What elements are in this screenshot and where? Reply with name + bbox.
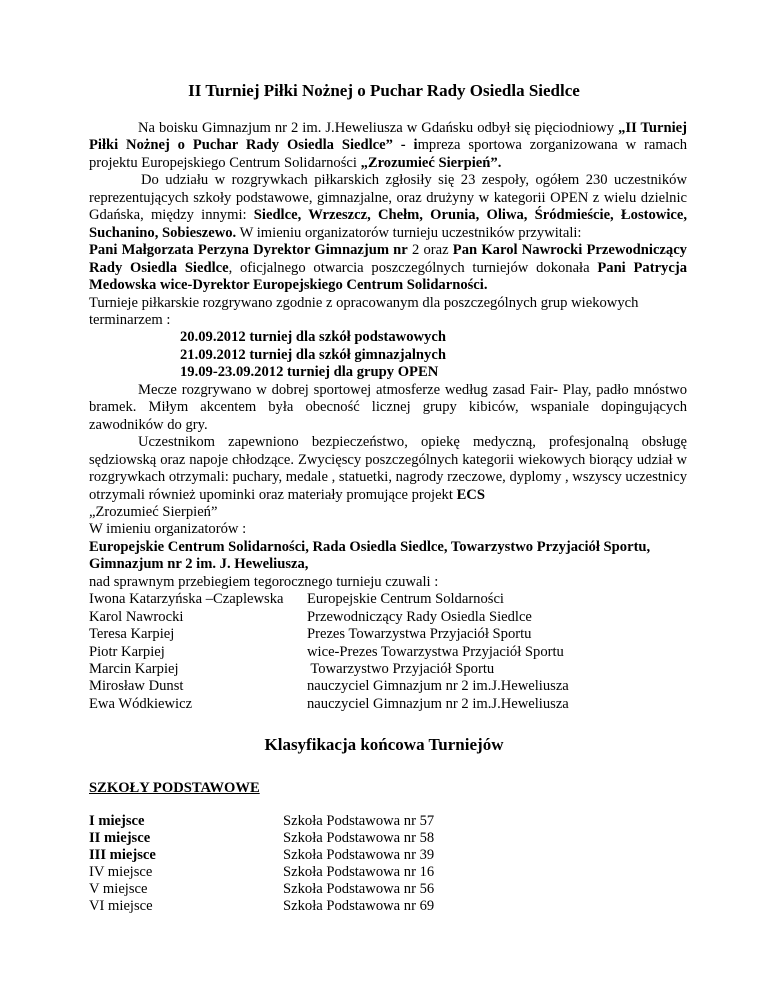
supervisor-name: Marcin Karpiej xyxy=(89,660,179,677)
organizers-label: W imieniu organizatorów : xyxy=(89,521,247,538)
ranking-place: I miejsce xyxy=(89,813,145,829)
matches-paragraph: Mecze rozgrywano w dobrej sportowej atmosferze według zasad Fair- Play, padło mnóstwo bramek. Miłym akcentem była obecność licznej grupy kibiców, wspaniale dopingujących zawodników do gry. xyxy=(89,381,687,433)
supervisor-row xyxy=(89,626,687,643)
intro-text: Na boisku Gimnazjum nr 2 im. J.Heweliusza w Gdańsku odbył się pięciodniowy xyxy=(138,120,619,136)
classification-title: Klasyfikacja końcowa Turniejów xyxy=(264,735,504,754)
ranking-place: VI miejsce xyxy=(89,898,153,914)
ranking-school: Szkoła Podstawowa nr 56 xyxy=(283,881,435,897)
ranking-place: II miejsce xyxy=(89,830,151,846)
schedule-intro: Turnieje piłkarskie rozgrywano zgodnie z opracowanym dla poszczególnych grup wiekowych terminarzem : xyxy=(89,294,639,328)
greeter-1: Pani Małgorzata Perzyna Dyrektor Gimnazjum nr xyxy=(89,242,408,259)
report-body xyxy=(89,120,687,713)
ranking-school: Szkoła Podstawowa nr 58 xyxy=(283,830,435,846)
supervisor-row xyxy=(89,661,687,678)
supervisor-role: Towarzystwo Przyjaciół Sportu xyxy=(307,660,495,677)
ranking-school: Szkoła Podstawowa nr 16 xyxy=(283,864,435,880)
project-name: „Zrozumieć Sierpień”. xyxy=(360,154,502,171)
supervisor-role: Prezes Towarzystwa Przyjaciół Sportu xyxy=(307,626,532,643)
schedule-item: 20.09.2012 turniej dla szkół podstawowych xyxy=(180,329,446,346)
organizers-list: Europejskie Centrum Solidarności, Rada Osiedla Siedlce, Towarzystwo Przyjaciół Sportu, Gimnazjum nr 2 im. J. Heweliusza, xyxy=(89,538,651,573)
ranking-school: Szkoła Podstawowa nr 57 xyxy=(283,813,435,829)
schedule-item: 19.09-23.09.2012 turniej dla grupy OPEN xyxy=(180,364,439,381)
supervisor-role: Europejskie Centrum Soldarności xyxy=(307,591,504,608)
greeter-3: Pani Patrycja Medowska wice-Dyrektor Europejskiego Centrum Solidarności. xyxy=(89,259,687,294)
awards-paragraph xyxy=(89,434,687,521)
intro-paragraph xyxy=(89,120,687,172)
supervisor-row xyxy=(89,644,687,661)
ecs-label: ECS xyxy=(456,486,485,503)
participants-text: Do udziału w rozgrywkach piłkarskich zgłosiły się 23 zespoły, ogółem 230 uczestników reprezentujących szkoły podstawowe, gimnazjalne, oraz drużyny w kategorii OPEN z wielu dzielnic Gdańska, między innymi: xyxy=(89,172,687,224)
greeting-paragraph xyxy=(89,242,687,294)
supervisor-role: Przewodniczący Rady Osiedla Siedlce xyxy=(307,608,532,625)
section-heading: SZKOŁY PODSTAWOWE xyxy=(89,780,260,796)
greeting-text-1: 2 oraz xyxy=(407,242,453,259)
supervisor-name: Mirosław Dunst xyxy=(89,678,184,695)
supervisors-list xyxy=(89,591,687,713)
supervisor-name: Iwona Katarzyńska –Czaplewska xyxy=(89,591,284,608)
participants-text-2: W imieniu organizatorów turnieju uczestników przywitali: xyxy=(236,224,582,241)
greeting-text-2: , oficjalnego otwarcia poszczególnych turniejów dokonała xyxy=(228,259,598,276)
districts-list: Siedlce, Wrzeszcz, Chełm, Orunia, Oliwa, Śródmieście, Łostowice, Suchanino, Sobieszewo. xyxy=(89,207,687,241)
event-name: „II Turniej Piłki Nożnej o Puchar Rady Osiedla Siedlce” - i xyxy=(89,120,687,154)
supervisor-role: wice-Prezes Towarzystwa Przyjaciół Sportu xyxy=(307,643,564,660)
awards-text: Uczestnikom zapewniono bezpieczeństwo, opiekę medyczną, profesjonalną obsługę sędziowską oraz napoje chłodzące. Zwycięscy poszczególnych kategorii wiekowych biorący udział w rozgrywkach otrzymali: puchary, medale , statuetki, nagrody rzeczowe, dyplomy , wszyscy uczestnicy otrzymali również upominki oraz materiały promujące projekt xyxy=(89,434,687,503)
schedule-item: 21.09.2012 turniej dla szkół gimnazjalnych xyxy=(180,346,446,363)
supervisor-role: nauczyciel Gimnazjum nr 2 im.J.Heweliusza xyxy=(307,695,569,712)
greeter-2: Pan Karol Nawrocki Przewodniczący Rady Osiedla Siedlce xyxy=(89,242,687,276)
intro-text-2: mpreza sportowa zorganizowana w ramach projektu Europejskiego Centrum Solidarności xyxy=(89,137,687,171)
supervisor-name: Teresa Karpiej xyxy=(89,626,175,643)
ranking-place: III miejsce xyxy=(89,847,156,863)
supervisor-name: Piotr Karpiej xyxy=(89,643,165,660)
ranking-school: Szkoła Podstawowa nr 69 xyxy=(283,898,435,914)
ranking-place: IV miejsce xyxy=(89,864,153,880)
supervisors-label: nad sprawnym przebiegiem tegorocznego turnieju czuwali : xyxy=(89,573,439,590)
supervisor-row xyxy=(89,696,687,713)
supervisor-name: Ewa Wódkiewicz xyxy=(89,695,193,712)
participants-paragraph xyxy=(89,172,687,242)
supervisor-row xyxy=(89,609,687,626)
ranking-school: Szkoła Podstawowa nr 39 xyxy=(283,847,435,863)
page-title: II Turniej Piłki Nożnej o Puchar Rady Osiedla Siedlce xyxy=(188,81,580,100)
supervisor-name: Karol Nawrocki xyxy=(89,608,184,625)
ranking-place: V miejsce xyxy=(89,881,148,897)
project-label: „Zrozumieć Sierpień” xyxy=(89,503,218,520)
supervisor-row xyxy=(89,678,687,695)
supervisor-row xyxy=(89,591,687,608)
supervisor-role: nauczyciel Gimnazjum nr 2 im.J.Heweliusza xyxy=(307,678,569,695)
